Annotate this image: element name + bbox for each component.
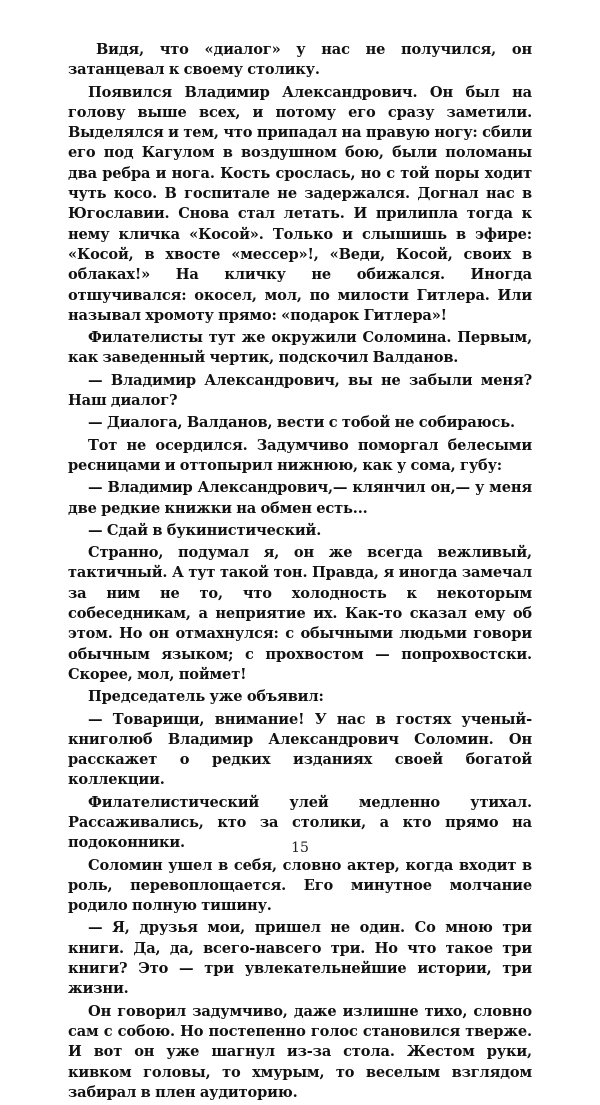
paragraph: Странно, подумал я, он же всегда вежливый, тактичный. А тут такой тон. Правда, я иногда замечал за ним не то, что холодность к некоторым собеседникам, а неприятие их. Как-то сказал ему об этом. Но он отмахнулся: с обычными людьми говори обычным языком; с прохвостом — попрохвостски. Скорее, мол, поймет! xyxy=(68,544,532,683)
paragraph: — Владимир Александрович,— клянчил он,— у меня две редкие книжки на обмен есть... xyxy=(68,479,532,517)
page-body xyxy=(68,40,532,1105)
paragraph: Тот не осердился. Задумчиво поморгал белесыми ресницами и оттопырил нижнюю, как у сома, губу: xyxy=(68,436,532,474)
paragraph: Филателистический улей медленно утихал. Рассаживались, кто за столики, а кто прямо на подоконники. xyxy=(68,793,532,852)
paragraph: Видя, что «диалог» у нас не получился, он затанцевал к своему столику. xyxy=(68,41,532,79)
paragraph: — Товарищи, внимание! У нас в гостях ученый-книголюб Владимир Александрович Соломин. Он расскажет о редких изданиях своей богатой коллекции. xyxy=(68,710,532,789)
paragraph: Филателисты тут же окружили Соломина. Первым, как заведенный чертик, подскочил Валданов. xyxy=(68,329,532,367)
paragraph: — Диалога, Валданов, вести с тобой не собираюсь. xyxy=(88,414,515,432)
paragraph: — Владимир Александрович, вы не забыли меня? Наш диалог? xyxy=(68,371,532,410)
paragraph: Он говорил задумчиво, даже излишне тихо, словно сам с собою. Но постепенно голос становился тверже. И вот он уже шагнул из-за стола. Жестом руки, кивком головы, то хмурым, то веселым взглядом забирал в плен аудиторию. xyxy=(68,1002,532,1101)
paragraph: — Сдай в букинистический. xyxy=(88,521,322,539)
paragraph: Председатель уже объявил: xyxy=(88,688,324,706)
paragraph: Появился Владимир Александрович. Он был на голову выше всех, и потому его сразу заметили. Выделялся и тем, что припадал на правую ногу: сбили его под Кагулом в воздушном бою, были поломаны два ребра и нога. Кость срослась, но с той поры ходит чуть косо. В госпитале не задержался. Догнал нас в Югославии. Снова стал летать. И прилипла тогда к нему кличка «Косой». Только и слышишь в эфире: «Косой, в хвосте «мессер»!, «Веди, Косой, своих в облаках!» На кличку не обижался. Иногда отшучивался: окосел, мол, по милости Гитлера. Или называл хромоту прямо: «подарок Гитлера»! xyxy=(68,83,532,324)
page-number: 15 xyxy=(291,840,309,856)
paragraph: — Я, друзья мои, пришел не один. Со мною три книги. Да, да, всего-навсего три. Но что такое три книги? Это — три увлекательнейшие истории, три жизни. xyxy=(68,919,532,998)
paragraph: Соломин ушел в себя, словно актер, когда входит в роль, перевоплощается. Его минутное молчание родило полную тишину. xyxy=(68,856,532,915)
